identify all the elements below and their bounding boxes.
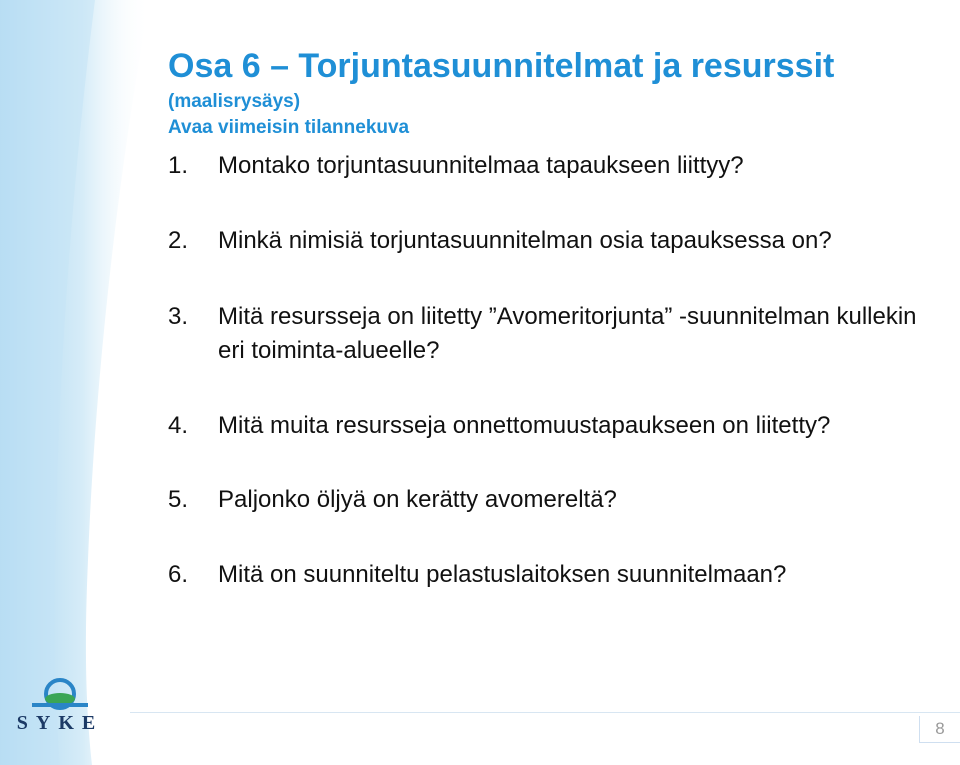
question-1 [168,149,948,183]
question-number: 3. [168,303,189,330]
question-number: 1. [168,152,189,179]
question-text: Paljonko öljyä on kerätty avomereltä? [218,486,617,513]
slide-subtitle-date: (maalisrysäys) [168,91,301,112]
question-number: 4. [168,412,189,439]
slide-subtitle-instruction: Avaa viimeisin tilannekuva [168,117,410,138]
question-number: 5. [168,486,189,513]
question-3 [168,300,948,368]
page-number: 8 [919,716,960,743]
question-6 [168,558,948,592]
question-number: 2. [168,227,189,254]
question-2 [168,224,948,258]
question-number: 6. [168,561,189,588]
question-text: Mitä resursseja on liitetty ”Avomeritorjunta” -suunnitelman kullekin eri toiminta-alueelle? [218,303,917,364]
footer-divider [130,712,960,713]
question-text: Montako torjuntasuunnitelmaa tapaukseen liittyy? [218,152,744,179]
decorative-side-band [0,0,150,765]
question-4 [168,409,948,443]
syke-wordmark: SYKE [16,712,104,734]
question-text: Mitä on suunniteltu pelastuslaitoksen suunnitelmaan? [218,561,787,588]
question-text: Minkä nimisiä torjuntasuunnitelman osia tapauksessa on? [218,227,832,254]
question-text: Mitä muita resursseja onnettomuustapaukseen on liitetty? [218,412,831,439]
question-5 [168,483,948,517]
slide-title: Osa 6 – Torjuntasuunnitelmat ja resurssit [168,47,835,85]
